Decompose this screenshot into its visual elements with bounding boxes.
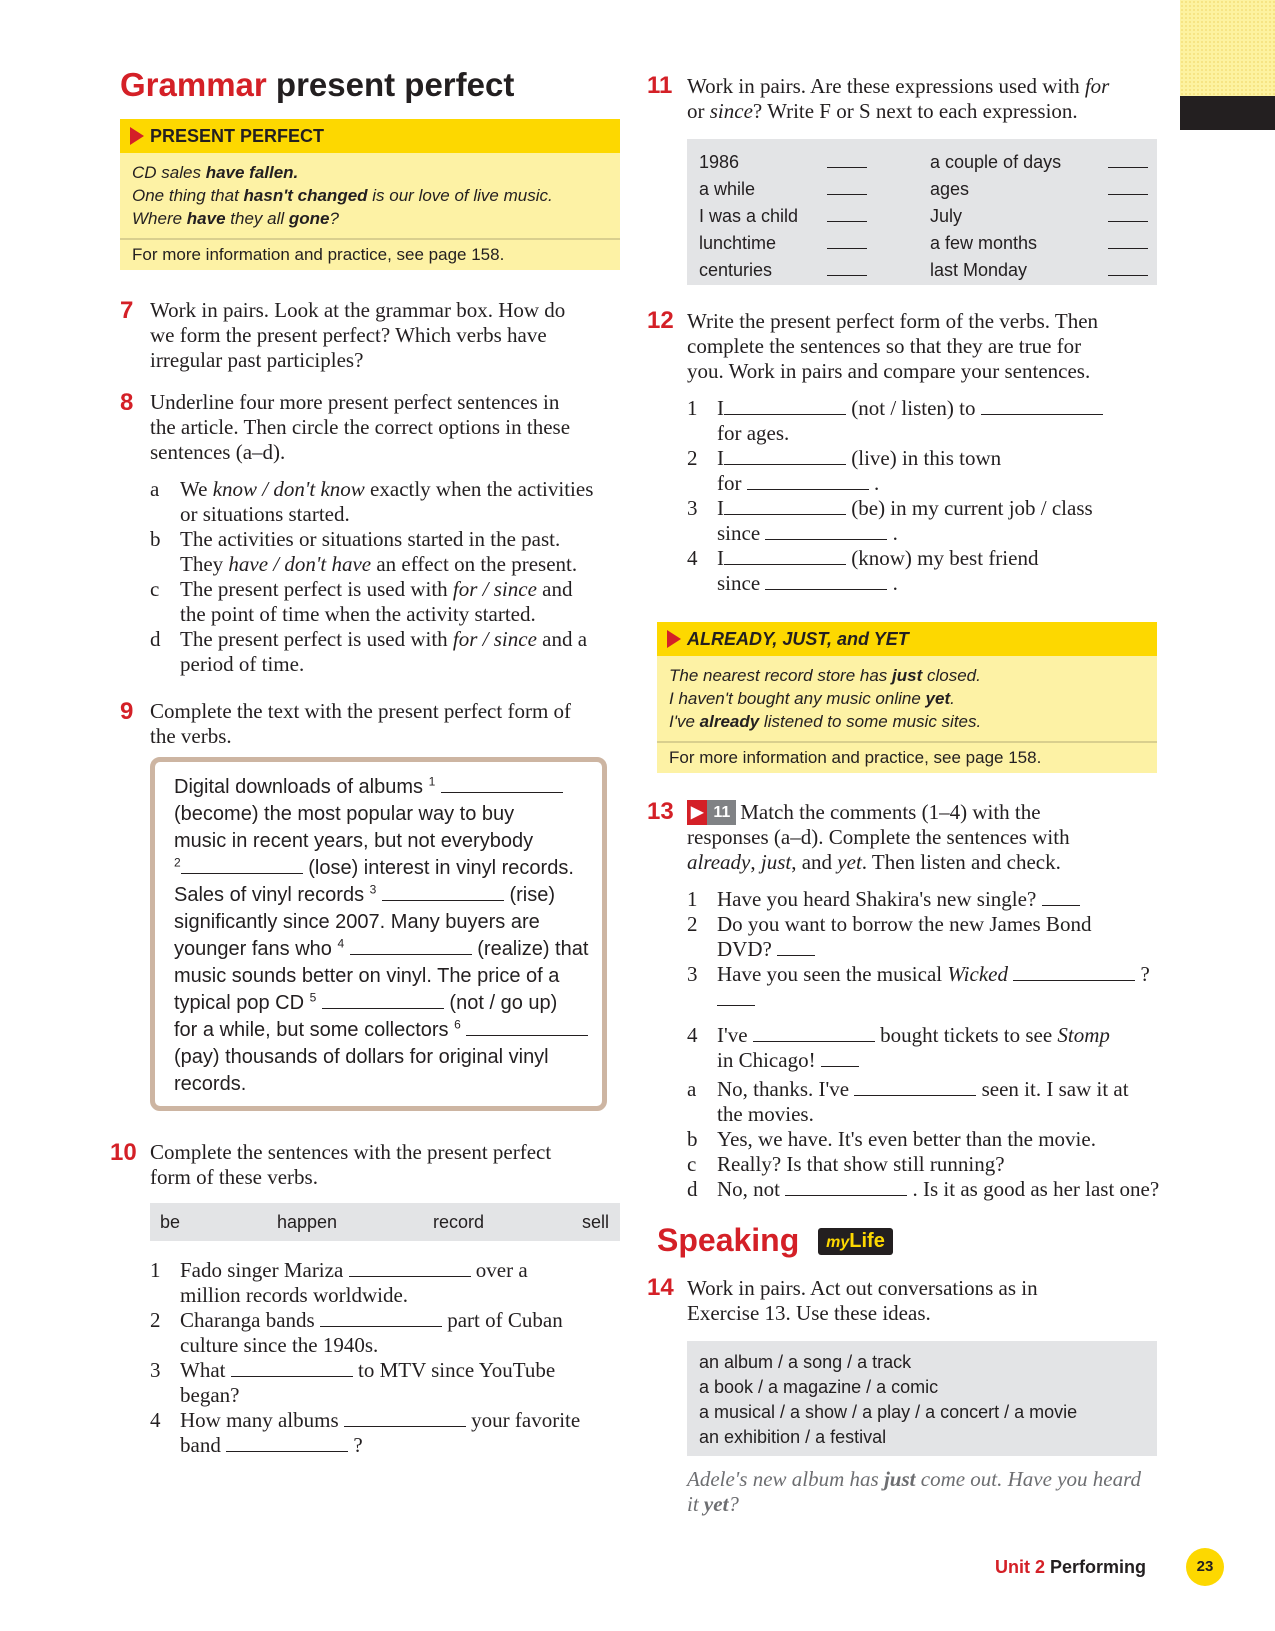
answer-blank[interactable] bbox=[1108, 261, 1148, 276]
corner-decoration-yellow bbox=[1180, 0, 1275, 96]
unit-label: Unit 2 bbox=[995, 1557, 1046, 1577]
list-item: b The activities or situations started in the past. They have / don't have an effect on the present. bbox=[150, 527, 578, 576]
answer-blank[interactable] bbox=[827, 234, 867, 249]
grammar-example-3: Where have they all gone? bbox=[132, 209, 339, 228]
grammar-example-1: The nearest record store has just closed. bbox=[669, 666, 981, 685]
list-item: 2 Do you want to borrow the new James Bond DVD? bbox=[687, 912, 1092, 961]
exercise-11-instructions: Work in pairs. Are these expressions used with for or since? Write F or S next to each expression. bbox=[687, 74, 1110, 123]
grammar-example-1: CD sales have fallen. bbox=[132, 163, 299, 182]
list-item: c Really? Is that show still running? bbox=[687, 1152, 1005, 1176]
verb-word: sell bbox=[582, 1212, 610, 1232]
page-footer bbox=[995, 1557, 1146, 1578]
option-choice[interactable]: have / don't have bbox=[228, 552, 372, 576]
answer-blank[interactable] bbox=[777, 937, 815, 956]
section-title bbox=[120, 66, 514, 104]
verb-word: happen bbox=[277, 1212, 338, 1232]
grammar-example-2: I haven't bought any music online yet. bbox=[669, 689, 955, 708]
exercise-number: 8 bbox=[120, 389, 134, 416]
exercise-13-instructions: ▶ 11 Match the comments (1–4) with the responses (a–d). Complete the sentences with already, just, and yet. Then listen and check. bbox=[687, 800, 1070, 874]
answer-blank[interactable] bbox=[1042, 887, 1080, 906]
answer-blank[interactable] bbox=[747, 471, 869, 490]
grammar-box-examples bbox=[120, 153, 620, 238]
verb-box bbox=[150, 1203, 620, 1241]
option-choice[interactable]: for / since bbox=[452, 577, 537, 601]
exercise-7-instructions: Work in pairs. Look at the grammar box. How do we form the present perfect? Which verbs have irregular past participles? bbox=[150, 298, 566, 372]
answer-blank[interactable] bbox=[724, 546, 846, 565]
answer-blank[interactable] bbox=[827, 207, 867, 222]
mylife-badge: myLife bbox=[818, 1228, 893, 1255]
audio-track-number: 11 bbox=[707, 800, 736, 825]
expressions-box bbox=[687, 139, 1157, 285]
answer-blank[interactable] bbox=[1013, 962, 1135, 981]
idea-item: a book / a magazine / a comic bbox=[699, 1377, 939, 1397]
exercise-13-responses bbox=[687, 1077, 1167, 1202]
answer-blank[interactable] bbox=[441, 774, 563, 793]
answer-blank[interactable] bbox=[724, 396, 846, 415]
exercise-number: 14 bbox=[647, 1274, 674, 1301]
answer-blank[interactable] bbox=[231, 1358, 353, 1377]
exercise-number: 13 bbox=[647, 798, 674, 825]
title-grammar: Grammar bbox=[120, 66, 267, 103]
answer-blank[interactable] bbox=[322, 990, 444, 1009]
option-choice[interactable]: know / don't know bbox=[212, 477, 365, 501]
verb-word: record bbox=[433, 1212, 485, 1232]
exercise-10-items bbox=[150, 1258, 630, 1458]
grammar-box-footer: For more information and practice, see page 158. bbox=[657, 741, 1157, 773]
exercise-number: 12 bbox=[647, 307, 674, 334]
list-item: b Yes, we have. It's even better than the movie. bbox=[687, 1127, 1096, 1151]
page-number: 23 bbox=[1186, 1548, 1224, 1586]
exercise-8-items bbox=[150, 477, 630, 677]
answer-blank[interactable] bbox=[466, 1017, 588, 1036]
corner-decoration-black bbox=[1180, 96, 1275, 130]
speaking-title: Speaking myLife bbox=[657, 1222, 893, 1259]
unit-topic: Performing bbox=[1050, 1557, 1147, 1577]
verb-word: be bbox=[160, 1212, 181, 1232]
grammar-box-header: PRESENT PERFECT bbox=[120, 119, 620, 153]
list-item: a No, thanks. I've seen it. I saw it at the movies. bbox=[687, 1077, 1129, 1126]
answer-blank[interactable] bbox=[349, 1258, 471, 1277]
list-item: 1 Have you heard Shakira's new single? bbox=[687, 887, 1157, 912]
answer-blank[interactable] bbox=[854, 1077, 976, 1096]
exercise-number: 11 bbox=[647, 72, 673, 99]
grammar-box-already bbox=[657, 622, 1157, 773]
grammar-example-3: I've already listened to some music sites. bbox=[669, 712, 982, 731]
answer-blank[interactable] bbox=[181, 855, 303, 874]
ideas-box bbox=[687, 1341, 1157, 1456]
list-item: 1 Fado singer Mariza over a million records worldwide. bbox=[150, 1258, 528, 1307]
answer-blank[interactable] bbox=[350, 936, 472, 955]
exercise-13-comments bbox=[687, 887, 1157, 1073]
model-dialogue: Adele's new album has just come out. Have you heard it yet? bbox=[687, 1467, 1141, 1516]
answer-blank[interactable] bbox=[382, 882, 504, 901]
list-item: 3 Have you seen the musical Wicked ? bbox=[687, 962, 1157, 1012]
list-item: 2 Charanga bands part of Cuban culture since the 1940s. bbox=[150, 1308, 563, 1357]
exercise-12-items bbox=[687, 396, 1157, 596]
answer-blank[interactable] bbox=[827, 180, 867, 195]
list-item: 4 I've bought tickets to see Stomp in Chicago! bbox=[687, 1023, 1110, 1072]
idea-item: a musical / a show / a play / a concert / a movie bbox=[699, 1402, 1078, 1422]
grammar-box-header: ALREADY, JUST, and YET bbox=[657, 622, 1157, 656]
triangle-icon bbox=[667, 630, 681, 648]
answer-blank[interactable] bbox=[724, 446, 846, 465]
list-item: 3 What to MTV since YouTube began? bbox=[150, 1358, 556, 1407]
answer-blank[interactable] bbox=[753, 1023, 875, 1042]
answer-blank[interactable] bbox=[1108, 207, 1148, 222]
list-item: c The present perfect is used with for / since and the point of time when the activity started. bbox=[150, 577, 573, 626]
answer-blank[interactable] bbox=[785, 1177, 907, 1196]
answer-blank[interactable] bbox=[344, 1408, 466, 1427]
grammar-box bbox=[120, 119, 620, 270]
idea-item: an exhibition / a festival bbox=[699, 1427, 887, 1447]
exercise-12-instructions: Write the present perfect form of the verbs. Then complete the sentences so that they are true for you. Work in pairs and compare your sentences. bbox=[687, 309, 1099, 383]
answer-blank[interactable] bbox=[1108, 234, 1148, 249]
exercise-9-instructions: Complete the text with the present perfect form of the verbs. bbox=[150, 699, 572, 748]
list-item: 4 How many albums your favorite band ? bbox=[150, 1408, 581, 1457]
expressions-right: a couple of days ages July a few months last Monday bbox=[930, 149, 1148, 284]
exercise-number: 7 bbox=[120, 297, 134, 324]
expressions-left: 1986 a while I was a child lunchtime centuries bbox=[699, 149, 867, 284]
answer-blank[interactable] bbox=[765, 571, 887, 590]
exercise-9-text: Digital downloads of albums $^1$ (become) the most popular way to buy music in recent years, but not everybody $^2$ (lose) interest in vinyl records. Sales of vinyl records $^3$ (rise) significantly since 2007. Many buyers are younger fans who $^4$ (realize) that music sounds better on vinyl. The price of a typical pop CD $^5$ (not / go up) for a while, but some collectors $^6$ (pay) thousands of dollars for original vinyl records. bbox=[174, 774, 589, 1095]
triangle-icon bbox=[130, 127, 144, 145]
answer-blank[interactable] bbox=[226, 1433, 348, 1452]
list-item: d No, not . Is it as good as her last one? bbox=[687, 1177, 1160, 1201]
list-item: d The present perfect is used with for / since and a period of time. bbox=[150, 627, 588, 676]
list-item: 3 I (be) in my current job / class since . bbox=[687, 496, 1093, 545]
exercise-14-instructions: Work in pairs. Act out conversations as in Exercise 13. Use these ideas. bbox=[687, 1276, 1038, 1325]
exercise-10-instructions: Complete the sentences with the present perfect form of these verbs. bbox=[150, 1140, 552, 1189]
exercise-number: 10 bbox=[110, 1139, 137, 1166]
answer-blank[interactable] bbox=[765, 521, 887, 540]
title-present-perfect: present perfect bbox=[275, 66, 515, 103]
list-item: 1 I (not / listen) to for ages. bbox=[687, 396, 1157, 446]
grammar-example-2: One thing that hasn't changed is our love of live music. bbox=[132, 186, 553, 205]
list-item: 2 I (live) in this town for . bbox=[687, 446, 1002, 495]
grammar-box-footer: For more information and practice, see page 158. bbox=[120, 238, 620, 270]
list-item: a We know / don't know exactly when the activities or situations started. bbox=[150, 477, 594, 526]
grammar-box-examples bbox=[657, 656, 1157, 741]
answer-blank[interactable] bbox=[827, 153, 867, 168]
answer-blank[interactable] bbox=[724, 496, 846, 515]
answer-blank[interactable] bbox=[320, 1308, 442, 1327]
play-icon[interactable]: ▶ bbox=[687, 800, 707, 825]
answer-blank[interactable] bbox=[827, 261, 867, 276]
exercise-8-instructions: Underline four more present perfect sentences in the article. Then circle the correct options in these sentences (a–d). bbox=[150, 390, 571, 464]
answer-blank[interactable] bbox=[1108, 180, 1148, 195]
list-item: 4 I (know) my best friend since . bbox=[687, 546, 1039, 595]
exercise-number: 9 bbox=[120, 698, 134, 725]
answer-blank[interactable] bbox=[1108, 153, 1148, 168]
answer-blank[interactable] bbox=[981, 396, 1103, 415]
answer-blank[interactable] bbox=[717, 987, 755, 1006]
option-choice[interactable]: for / since bbox=[452, 627, 537, 651]
idea-item: an album / a song / a track bbox=[699, 1352, 912, 1372]
answer-blank[interactable] bbox=[821, 1048, 859, 1067]
